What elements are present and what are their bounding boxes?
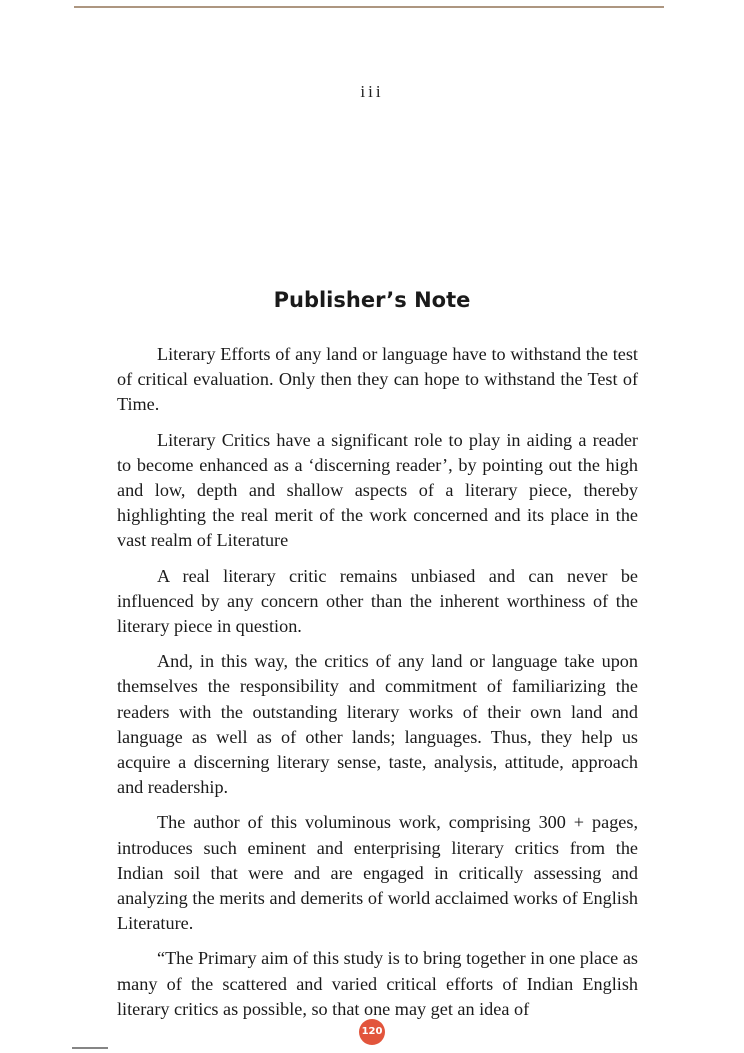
corner-mark xyxy=(72,1047,108,1049)
paragraph: Literary Critics have a significant role to play in aiding a reader to become enhanced as a ‘discerning reader’, by pointing out the high and low, depth and shallow aspects of a literary piece, thereby highlighting the real merit of the work concerned and its place in the vast realm of Literature xyxy=(117,429,638,551)
paragraph: “The Primary aim of this study is to bring together in one place as many of the scattered and varied critical efforts of Indian English literary critics as possible, so that one may get an idea of xyxy=(117,948,638,1019)
body-text xyxy=(117,342,638,1032)
paragraph: Literary Efforts of any land or language have to withstand the test of critical evaluation. Only then they can hope to withstand the Test of Time. xyxy=(117,344,638,415)
paragraph: And, in this way, the critics of any land or language take upon themselves the responsibility and commitment of familiarizing the readers with the outstanding literary works of their own land and language as well as of other lands; languages. Thus, they help us acquire a discerning literary sense, taste, analysis, attitude, approach and readership. xyxy=(117,651,638,798)
top-border-rule xyxy=(74,6,664,8)
page-title: Publisher’s Note xyxy=(273,288,471,312)
paragraph: The author of this voluminous work, comprising 300 + pages, introduces such eminent and enterprising literary critics from the Indian soil that were and are engaged in critically assessing and analyzing the merits and demerits of world acclaimed works of English Literature. xyxy=(117,812,638,934)
page-number-badge: 120 xyxy=(359,1019,385,1045)
roman-page-number: iii xyxy=(360,82,384,101)
paragraph: A real literary critic remains unbiased and can never be influenced by any concern other than the inherent worthiness of the literary piece in question. xyxy=(117,565,638,637)
